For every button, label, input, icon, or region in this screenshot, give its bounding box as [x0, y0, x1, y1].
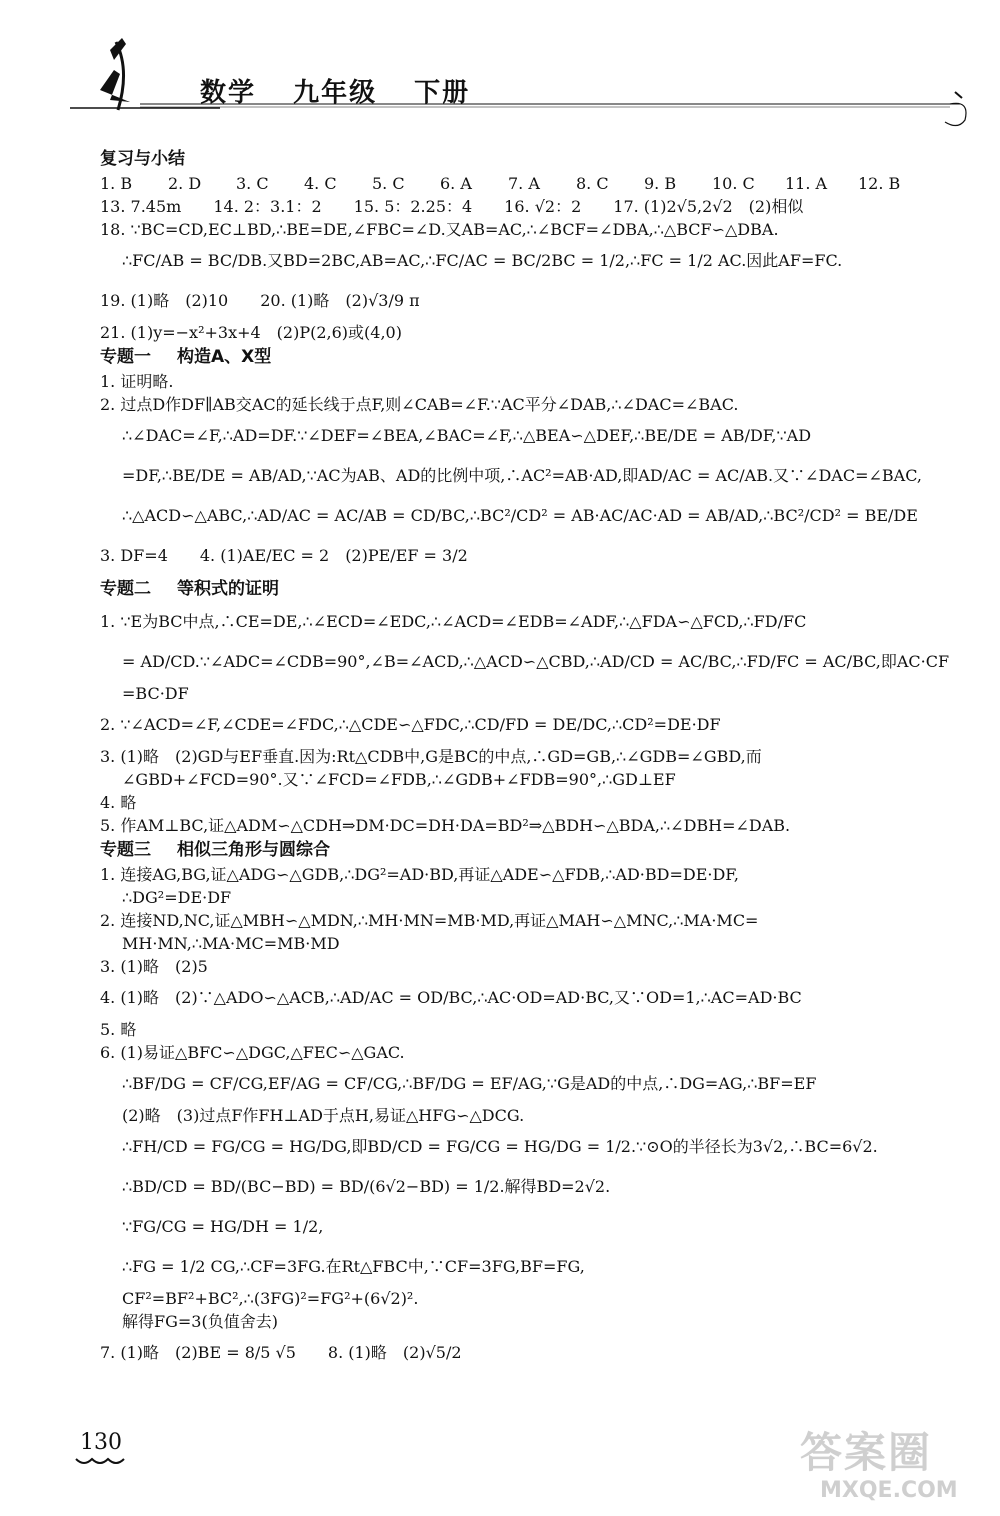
answer-line: 19. (1)略 (2)10 20. (1)略 (2)√3/9 π [100, 291, 420, 310]
header-grade: 九年级 [293, 78, 378, 108]
answer-line: 2. 连接ND,NC,证△MBH∽△MDN,∴MH·MN=MB·MD,再证△MAH∽△MNC,∴MA·MC= [100, 911, 759, 930]
answer-line: =DF,∴BE/DE = AB/AD,∵AC为AB、AD的比例中项,∴AC²=AB·AD,即AD/AC = AC/AB.又∵∠DAC=∠BAC, [122, 466, 922, 485]
answer-line: ∵FG/CG = HG/DH = 1/2, [122, 1217, 324, 1236]
answer-line: 7. (1)略 (2)BE = 8/5 √5 8. (1)略 (2)√5/2 [100, 1343, 462, 1362]
section-title [100, 148, 960, 171]
answer-line: 13. 7.45m 14. 2：3.1：2 15. 5：2.25：4 16. √2：2 17. (1)2√5,2√2 (2)相似 [100, 197, 804, 216]
answer-cell: 2. D [168, 174, 202, 193]
watermark-brand: 答案圈 [800, 1428, 933, 1477]
answer-line: 1. ∵E为BC中点,∴CE=DE,∴∠ECD=∠EDC,∴∠ACD=∠EDB=∠ADF,∴△FDA∽△FCD,∴FD/FC [100, 612, 807, 631]
page-number-ornament-icon [74, 1455, 134, 1469]
section-title-main: 复习与小结 [100, 149, 185, 169]
answer-line: ∠GBD+∠FCD=90°.又∵∠FCD=∠FDB,∴∠GDB+∠FDB=90°,∴GD⊥EF [122, 770, 676, 789]
answer-line: =BC·DF [122, 684, 189, 703]
answer-line: 4. (1)略 (2)∵△ADO∽△ACB,∴AD/AC = OD/BC,∴AC·OD=AD·BC,又∵OD=1,∴AC=AD·BC [100, 988, 802, 1007]
answer-line: ∴FC/AB = BC/DB.又BD=2BC,AB=AC,∴FC/AC = BC/2BC = 1/2,∴FC = 1/2 AC.因此AF=FC. [122, 251, 843, 270]
answer-line: 21. (1)y=−x²+3x+4 (2)P(2,6)或(4,0) [100, 323, 402, 342]
answer-line: 6. (1)易证△BFC∽△DGC,△FEC∽△GAC. [100, 1043, 405, 1062]
answer-cell: 1. B [100, 174, 133, 193]
section-title-sub: 等积式的证明 [177, 579, 279, 599]
answer-line: ∴FG = 1/2 CG,∴CF=3FG.在Rt△FBC中,∵CF=3FG,BF=FG, [122, 1257, 585, 1276]
answer-line: 1. 证明略. [100, 372, 174, 391]
answer-line: ∴BF/DG = CF/CG,EF/AG = CF/CG,∴BF/DG = EF/AG,∵G是AD的中点,∴DG=AG,∴BF=EF [122, 1074, 817, 1093]
watermark [800, 1420, 990, 1510]
answer-line: CF²=BF²+BC²,∴(3FG)²=FG²+(6√2)². [122, 1289, 419, 1308]
answer-cell: 12. B [858, 174, 901, 193]
answer-cell: 3. C [236, 174, 269, 193]
answer-grid-row [100, 172, 960, 195]
answer-cell: 6. A [440, 174, 472, 193]
header-title [200, 72, 496, 109]
page-number: 130 [80, 1430, 122, 1455]
answer-cell: 10. C [712, 174, 755, 193]
answer-line: 3. (1)略 (2)GD与EF垂直.因为:Rt△CDB中,G是BC的中点,∴GD=GB,∴∠GDB=∠GBD,而 [100, 747, 762, 766]
answer-cell: 11. A [785, 174, 828, 193]
answer-content [100, 146, 960, 1373]
section-title-main: 专题一 [100, 347, 151, 367]
answer-cell: 9. B [644, 174, 677, 193]
answer-line: 18. ∵BC=CD,EC⊥BD,∴BE=DE,∠FBC=∠D.又AB=AC,∴∠BCF=∠DBA,∴△BCF∽△DBA. [100, 220, 779, 239]
section-title-sub: 构造A、X型 [177, 347, 272, 367]
watermark-url: MXQE.COM [820, 1478, 958, 1503]
answer-line: 5. 作AM⊥BC,证△ADM∽△CDH⇒DM·DC=DH·DA=BD²⇒△BDH∽△BDA,∴∠DBH=∠DAB. [100, 816, 791, 835]
answer-line: 解得FG=3(负值舍去) [122, 1312, 278, 1331]
answer-line: ∴∠DAC=∠F,∴AD=DF.∵∠DEF=∠BEA,∠BAC=∠F,∴△BEA∽△DEF,∴BE/DE = AB/DF,∵AD [122, 426, 812, 445]
answer-line: 2. ∵∠ACD=∠F,∠CDE=∠FDC,∴△CDE∽△FDC,∴CD/FD = DE/DC,∴CD²=DE·DF [100, 715, 721, 734]
answer-line: 3. DF=4 4. (1)AE/EC = 2 (2)PE/EF = 3/2 [100, 546, 468, 565]
section-title [100, 346, 960, 369]
section-title-sub: 相似三角形与圆综合 [177, 840, 330, 860]
answer-line: (2)略 (3)过点F作FH⊥AD于点H,易证△HFG∽△DCG. [122, 1106, 525, 1125]
header-volume: 下册 [414, 78, 471, 108]
section-title [100, 578, 960, 601]
answer-line: ∴DG²=DE·DF [122, 888, 232, 907]
answer-line: 1. 连接AG,BG,证△ADG∽△GDB,∴DG²=AD·BD,再证△ADE∽△FDB,∴AD·BD=DE·DF, [100, 865, 739, 884]
answer-line: 3. (1)略 (2)5 [100, 957, 208, 976]
section-title-main: 专题三 [100, 840, 151, 860]
answer-line: 4. 略 [100, 793, 137, 812]
answer-line: = AD/CD.∵∠ADC=∠CDB=90°,∠B=∠ACD,∴△ACD∽△CBD,∴AD/CD = AC/BC,∴FD/FC = AC/BC,即AC·CF [122, 652, 950, 671]
answer-line: MH·MN,∴MA·MC=MB·MD [122, 934, 340, 953]
header-subject: 数学 [200, 78, 257, 108]
answer-line: ∴△ACD∽△ABC,∴AD/AC = AC/AB = CD/BC,∴BC²/CD² = AB·AC/AC·AD = AB/AD,∴BC²/CD² = BE/DE [122, 506, 918, 525]
section-title-main: 专题二 [100, 579, 151, 599]
answer-cell: 7. A [508, 174, 540, 193]
answer-line: 2. 过点D作DF∥AB交AC的延长线于点F,则∠CAB=∠F.∵AC平分∠DAB,∴∠DAC=∠BAC. [100, 395, 739, 414]
section-title [100, 839, 960, 862]
answer-cell: 5. C [372, 174, 405, 193]
page-header [70, 30, 975, 145]
answer-line: 5. 略 [100, 1020, 137, 1039]
answer-line: ∴FH/CD = FG/CG = HG/DG,即BD/CD = FG/CG = HG/DG = 1/2.∵⊙O的半径长为3√2,∴BC=6√2. [122, 1137, 878, 1156]
answer-cell: 4. C [304, 174, 337, 193]
answer-cell: 8. C [576, 174, 609, 193]
answer-line: ∴BD/CD = BD/(BC−BD) = BD/(6√2−BD) = 1/2.解得BD=2√2. [122, 1177, 611, 1196]
